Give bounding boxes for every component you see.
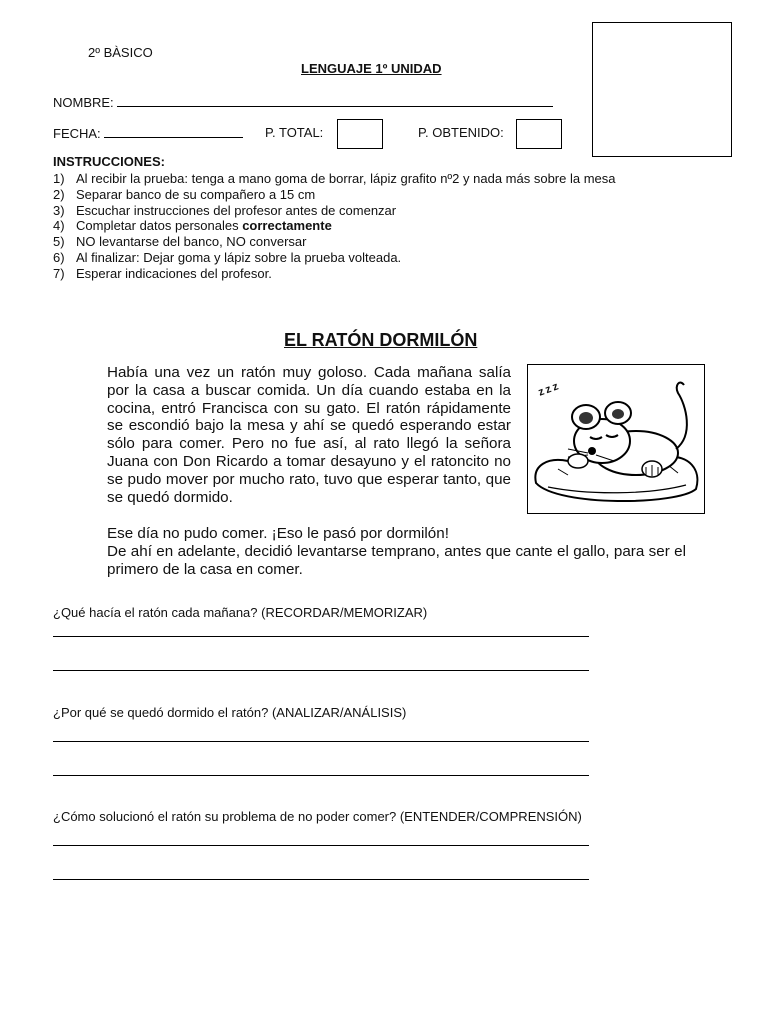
name-row bbox=[53, 94, 553, 110]
answer-line[interactable] bbox=[53, 741, 589, 742]
instruction-item bbox=[53, 234, 616, 250]
instruction-item bbox=[53, 218, 616, 234]
instruction-number: 2) bbox=[53, 186, 65, 202]
name-label: NOMBRE: bbox=[53, 95, 114, 110]
instruction-text: NO levantarse del banco, NO conversar bbox=[76, 234, 307, 250]
instruction-item bbox=[53, 266, 616, 282]
answer-line[interactable] bbox=[53, 879, 589, 880]
course-label: 2º BÀSICO bbox=[88, 45, 153, 60]
instruction-text: Completar datos personales bbox=[76, 218, 243, 234]
date-field[interactable] bbox=[104, 125, 243, 138]
instruction-number: 7) bbox=[53, 265, 65, 281]
snore-text: zzz bbox=[536, 379, 562, 399]
answer-line[interactable] bbox=[53, 670, 589, 671]
instruction-number: 5) bbox=[53, 234, 65, 250]
story-paragraph-2: Ese día no pudo comer. ¡Eso le pasó por dormilón! bbox=[107, 525, 449, 542]
instruction-item bbox=[53, 171, 616, 187]
instructions-title: INSTRUCCIONES: bbox=[53, 154, 165, 169]
sleeping-mouse-illustration bbox=[527, 364, 705, 514]
subject-title: LENGUAJE 1º UNIDAD bbox=[301, 61, 442, 76]
answer-line[interactable] bbox=[53, 636, 589, 637]
story-paragraph-1: Había una vez un ratón muy goloso. Cada mañana salía por la casa a buscar comida. Un día cuando estaba en la cocina, entró Francisca con su gato. El ratón rápidamente se escondió bajo la mesa y ahí se quedó esperando estar sólo para comer. Pero no fue así, al rato llegó la señora Juana con Don Ricardo a tomar desayuno y el ratoncito no se pudo mover por mucho rato, tuvo que esperar tanto, que se quedó dormido. bbox=[107, 364, 511, 506]
instruction-item bbox=[53, 203, 616, 219]
story-paragraph-3: De ahí en adelante, decidió levantarse temprano, antes que cante el gallo, para ser el primero de la casa en comer. bbox=[107, 543, 686, 578]
total-score-box[interactable] bbox=[337, 119, 383, 149]
photo-box bbox=[592, 22, 732, 157]
answer-line[interactable] bbox=[53, 775, 589, 776]
date-row bbox=[53, 125, 243, 141]
question-3: ¿Cómo solucionó el ratón su problema de no poder comer? (ENTENDER/COMPRENSIÓN) bbox=[53, 809, 582, 824]
instruction-number: 4) bbox=[53, 218, 65, 234]
question-1: ¿Qué hacía el ratón cada mañana? (RECORDAR/MEMORIZAR) bbox=[53, 605, 428, 620]
story-title: EL RATÓN DORMILÓN bbox=[284, 330, 478, 350]
total-label: P. TOTAL: bbox=[265, 125, 324, 140]
answer-line[interactable] bbox=[53, 845, 589, 846]
instruction-text: Separar banco de su compañero a 15 cm bbox=[76, 186, 316, 202]
instructions-list bbox=[53, 171, 616, 282]
instruction-text: Escuchar instrucciones del profesor antes de comenzar bbox=[76, 202, 397, 218]
instruction-text: Al finalizar: Dejar goma y lápiz sobre la prueba volteada. bbox=[76, 249, 402, 265]
instruction-item bbox=[53, 250, 616, 266]
instruction-text: Esperar indicaciones del profesor. bbox=[76, 265, 272, 281]
date-label: FECHA: bbox=[53, 126, 101, 141]
instruction-number: 3) bbox=[53, 202, 65, 218]
name-field[interactable] bbox=[117, 94, 553, 107]
obtained-label: P. OBTENIDO: bbox=[418, 125, 504, 140]
instruction-number: 6) bbox=[53, 249, 65, 265]
obtained-score-box[interactable] bbox=[516, 119, 562, 149]
instruction-item bbox=[53, 187, 616, 203]
instruction-number: 1) bbox=[53, 171, 65, 186]
question-2: ¿Por qué se quedó dormido el ratón? (ANALIZAR/ANÁLISIS) bbox=[53, 705, 407, 720]
instruction-emphasis: correctamente bbox=[242, 218, 332, 234]
instruction-text: Al recibir la prueba: tenga a mano goma de borrar, lápiz grafito nº2 y nada más sobre la mesa bbox=[76, 171, 616, 186]
